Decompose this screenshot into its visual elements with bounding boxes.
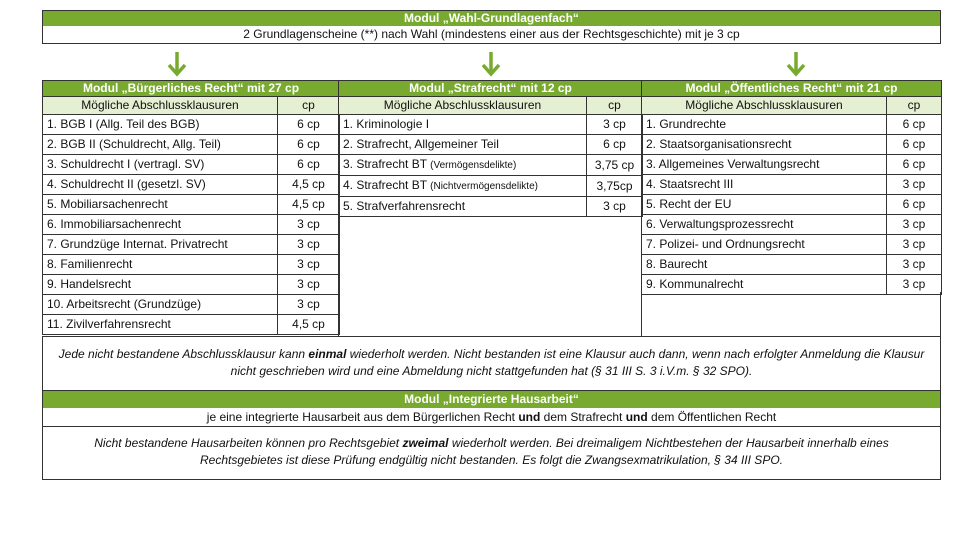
exam-cp: 3 cp: [278, 275, 340, 295]
exam-cp: 3 cp: [587, 197, 643, 217]
table-row: [339, 176, 643, 197]
exam-cp: 4,5 cp: [278, 195, 340, 215]
exam-label: 3. Schuldrecht I (vertragl. SV): [43, 155, 278, 175]
exam-cp: 3 cp: [887, 175, 942, 195]
table-row: [43, 115, 340, 135]
table-row: [642, 235, 942, 255]
note-emphasis: einmal: [308, 347, 347, 361]
exam-cp: 6 cp: [278, 155, 340, 175]
column-header-exams: Mögliche Abschlussklausuren: [642, 97, 887, 115]
exam-cp: 6 cp: [278, 115, 340, 135]
exam-label: 5. Mobiliarsachenrecht: [43, 195, 278, 215]
subtitle-emphasis: und: [625, 410, 648, 424]
note-emphasis: zweimal: [402, 436, 449, 450]
module-table: [42, 80, 340, 335]
table-row: [642, 195, 942, 215]
arrow-down-icon: [481, 51, 501, 77]
subtitle-text: dem Strafrecht: [540, 410, 626, 424]
table-row: [339, 155, 643, 176]
exam-label-detail: (Vermögensdelikte): [430, 160, 517, 171]
exam-cp: 6 cp: [887, 135, 942, 155]
exam-cp: 4,5 cp: [278, 315, 340, 335]
exam-label: 8. Familienrecht: [43, 255, 278, 275]
exam-label: 10. Arbeitsrecht (Grundzüge): [43, 295, 278, 315]
exam-label: 6. Immobiliarsachenrecht: [43, 215, 278, 235]
exam-label: 6. Verwaltungsprozessrecht: [642, 215, 887, 235]
exam-label: 5. Strafverfahrensrecht: [339, 197, 587, 217]
exam-cp: 3 cp: [887, 275, 942, 295]
bottom-module-subtitle: [42, 408, 941, 427]
note-text: wiederholt werden. Bei dreimaligem Nichtbestehen der Hausarbeit innerhalb eines Rechtsgebietes ist diese Prüfung endgültig nicht bestanden. Es folgt die Zwangsexmatrikulation, § 34 III SPO.: [199, 436, 889, 467]
exam-cp: 6 cp: [887, 115, 942, 135]
exam-cp: 3 cp: [278, 295, 340, 315]
table-row: [43, 255, 340, 275]
table-row: [642, 275, 942, 295]
exam-label-cell: [339, 155, 587, 176]
exam-cp: 6 cp: [887, 195, 942, 215]
table-row: [43, 175, 340, 195]
table-row: [339, 135, 643, 155]
exam-label: 3. Strafrecht BT: [343, 157, 427, 171]
exam-cp: 3 cp: [887, 255, 942, 275]
table-row: [642, 255, 942, 275]
table-row: [642, 115, 942, 135]
exam-label-cell: [339, 176, 587, 197]
subtitle-text: je eine integrierte Hausarbeit aus dem Bürgerlichen Recht: [206, 410, 519, 424]
exam-label: 9. Kommunalrecht: [642, 275, 887, 295]
module-table: [641, 80, 942, 295]
table-row: [43, 155, 340, 175]
column-header-exams: Mögliche Abschlussklausuren: [339, 97, 587, 115]
column-header-cp: cp: [278, 97, 340, 115]
exam-label: 3. Allgemeines Verwaltungsrecht: [642, 155, 887, 175]
repeat-rule-note: [42, 336, 941, 391]
table-row: [43, 315, 340, 335]
bottom-module-title: Modul „Integrierte Hausarbeit“: [42, 391, 941, 408]
exam-label: 5. Recht der EU: [642, 195, 887, 215]
exam-cp: 4,5 cp: [278, 175, 340, 195]
exam-cp: 3 cp: [278, 215, 340, 235]
table-row: [642, 175, 942, 195]
exam-label: 2. BGB II (Schuldrecht, Allg. Teil): [43, 135, 278, 155]
note-text: Nicht bestandene Hausarbeiten können pro Rechtsgebiet: [94, 436, 403, 450]
exam-label: 4. Staatsrecht III: [642, 175, 887, 195]
exam-label: 7. Polizei- und Ordnungsrecht: [642, 235, 887, 255]
column-header-cp: cp: [587, 97, 643, 115]
exam-label: 1. BGB I (Allg. Teil des BGB): [43, 115, 278, 135]
exam-cp: 3 cp: [587, 115, 643, 135]
exam-cp: 6 cp: [887, 155, 942, 175]
subtitle-text: dem Öffentlichen Recht: [647, 410, 777, 424]
exam-cp: 3 cp: [887, 215, 942, 235]
hausarbeit-rule-note: [42, 427, 941, 480]
module-oeffentliches-recht: [641, 80, 941, 295]
note-text: Jede nicht bestandene Abschlussklausur kann: [58, 347, 309, 361]
module-title: Modul „Strafrecht“ mit 12 cp: [339, 81, 643, 97]
note-text: wiederholt werden. Nicht bestanden ist eine Klausur auch dann, wenn nach erfolgter Anmeldung die Klausur nicht geschrieben wird und eine Abmeldung nicht stattgefunden hat (§ 31 III S. 3 i.V.m. § 32 SPO).: [230, 347, 925, 378]
table-row: [43, 135, 340, 155]
column-header-exams: Mögliche Abschlussklausuren: [43, 97, 278, 115]
exam-cp: 3 cp: [887, 235, 942, 255]
table-row: [339, 197, 643, 217]
exam-cp: 3,75 cp: [587, 155, 643, 176]
exam-cp: 6 cp: [587, 135, 643, 155]
table-row: [642, 215, 942, 235]
exam-label-detail: (Nichtvermögensdelikte): [430, 181, 538, 192]
table-row: [43, 195, 340, 215]
exam-label: 1. Grundrechte: [642, 115, 887, 135]
exam-label: 4. Schuldrecht II (gesetzl. SV): [43, 175, 278, 195]
table-row: [43, 275, 340, 295]
top-module-subtitle: 2 Grundlagenscheine (**) nach Wahl (mindestens einer aus der Rechtsgeschichte) mit je 3 cp: [42, 26, 941, 44]
exam-cp: 3,75cp: [587, 176, 643, 197]
column-divider: [338, 212, 339, 336]
table-row: [43, 295, 340, 315]
exam-cp: 3 cp: [278, 255, 340, 275]
module-title: Modul „Öffentliches Recht“ mit 21 cp: [642, 81, 942, 97]
arrow-down-icon: [167, 51, 187, 77]
exam-label: 7. Grundzüge Internat. Privatrecht: [43, 235, 278, 255]
exam-label: 2. Strafrecht, Allgemeiner Teil: [339, 135, 587, 155]
exam-cp: 3 cp: [278, 235, 340, 255]
column-header-cp: cp: [887, 97, 942, 115]
exam-label: 8. Baurecht: [642, 255, 887, 275]
exam-label: 2. Staatsorganisationsrecht: [642, 135, 887, 155]
exam-cp: 6 cp: [278, 135, 340, 155]
table-row: [43, 215, 340, 235]
column-divider: [940, 292, 941, 336]
column-divider: [641, 292, 642, 336]
top-module-title: Modul „Wahl-Grundlagenfach“: [42, 10, 941, 26]
exam-label: 4. Strafrecht BT: [343, 178, 427, 192]
module-table: [338, 80, 643, 217]
table-row: [642, 155, 942, 175]
table-row: [339, 115, 643, 135]
module-strafrecht: [338, 80, 642, 217]
exam-label: 11. Zivilverfahrensrecht: [43, 315, 278, 335]
exam-label: 9. Handelsrecht: [43, 275, 278, 295]
subtitle-emphasis: und: [518, 410, 541, 424]
table-row: [43, 235, 340, 255]
exam-label: 1. Kriminologie I: [339, 115, 587, 135]
module-buergerliches-recht: [42, 80, 339, 335]
module-title: Modul „Bürgerliches Recht“ mit 27 cp: [43, 81, 340, 97]
arrow-down-icon: [786, 51, 806, 77]
table-row: [642, 135, 942, 155]
